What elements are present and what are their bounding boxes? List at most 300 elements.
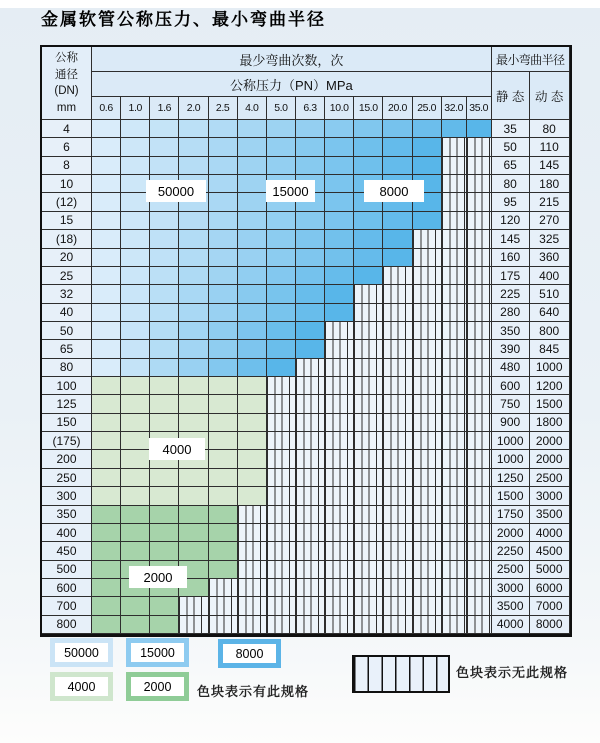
- pressure-tick-4.0: 4.0: [238, 97, 267, 120]
- legend-available-note: 色块表示有此规格: [197, 684, 310, 699]
- spec-cell: [150, 340, 179, 358]
- spec-cell: [209, 506, 238, 524]
- spec-cell: [92, 597, 121, 615]
- spec-cell: [209, 120, 238, 138]
- spec-cell: [467, 285, 492, 303]
- spec-cell: [354, 469, 383, 487]
- spec-cell: [383, 377, 412, 395]
- spec-cell: [267, 230, 296, 248]
- dynamic-radius-cell: 270: [530, 212, 570, 230]
- spec-cell: [267, 120, 296, 138]
- cycles-callout-4000: 4000: [149, 438, 205, 460]
- spec-cell: [442, 138, 467, 156]
- spec-cell: [267, 157, 296, 175]
- spec-cell: [354, 487, 383, 505]
- min-bend-radius-header: 最小弯曲半径: [492, 47, 570, 72]
- spec-cell: [467, 157, 492, 175]
- dynamic-radius-cell: 4000: [530, 524, 570, 542]
- dynamic-radius-cell: 1800: [530, 414, 570, 432]
- spec-cell: [467, 506, 492, 524]
- spec-cell: [238, 506, 267, 524]
- spec-cell: [296, 138, 325, 156]
- legend-swatch-15000: [126, 638, 189, 667]
- spec-cell: [354, 249, 383, 267]
- spec-cell: [238, 340, 267, 358]
- spec-cell: [150, 469, 179, 487]
- spec-cell: [467, 138, 492, 156]
- spec-cell: [467, 487, 492, 505]
- spec-cell: [92, 175, 121, 193]
- dn-cell: 125: [42, 395, 92, 413]
- spec-cell: [383, 304, 412, 322]
- spec-cell: [179, 138, 208, 156]
- spec-cell: [442, 120, 467, 138]
- spec-cell: [92, 561, 121, 579]
- spec-cell: [92, 193, 121, 211]
- dynamic-radius-cell: 1500: [530, 395, 570, 413]
- dynamic-radius-cell: 845: [530, 340, 570, 358]
- dynamic-radius-cell: 5000: [530, 561, 570, 579]
- dn-cell: 6: [42, 138, 92, 156]
- spec-cell: [238, 487, 267, 505]
- spec-cell: [467, 597, 492, 615]
- spec-cell: [325, 322, 354, 340]
- spec-cell: [442, 157, 467, 175]
- spec-cell: [121, 267, 150, 285]
- spec-cell: [442, 340, 467, 358]
- cycles-callout-15000: 15000: [266, 180, 315, 202]
- static-radius-cell: 160: [492, 249, 530, 267]
- spec-cell: [413, 138, 442, 156]
- spec-cell: [413, 414, 442, 432]
- spec-cell: [267, 487, 296, 505]
- spec-cell: [413, 561, 442, 579]
- spec-cell: [92, 487, 121, 505]
- spec-cell: [238, 377, 267, 395]
- spec-cell: [442, 193, 467, 211]
- pressure-tick-5.0: 5.0: [267, 97, 296, 120]
- spec-cell: [383, 616, 412, 634]
- spec-cell: [267, 432, 296, 450]
- spec-cell: [467, 524, 492, 542]
- spec-cell: [92, 157, 121, 175]
- dn-cell: 200: [42, 450, 92, 468]
- spec-cell: [383, 340, 412, 358]
- spec-cell: [209, 193, 238, 211]
- pressure-tick-35.0: 35.0: [467, 97, 492, 120]
- spec-cell: [325, 432, 354, 450]
- dn-cell: 80: [42, 359, 92, 377]
- spec-cell: [92, 469, 121, 487]
- spec-cell: [354, 432, 383, 450]
- spec-cell: [467, 414, 492, 432]
- spec-cell: [325, 561, 354, 579]
- spec-cell: [150, 487, 179, 505]
- spec-cell: [296, 432, 325, 450]
- spec-cell: [325, 579, 354, 597]
- spec-cell: [325, 120, 354, 138]
- spec-cell: [179, 230, 208, 248]
- dn-cell: (12): [42, 193, 92, 211]
- pressure-tick-0.6: 0.6: [92, 97, 121, 120]
- spec-cell: [413, 395, 442, 413]
- spec-cell: [209, 157, 238, 175]
- static-radius-cell: 280: [492, 304, 530, 322]
- spec-cell: [354, 359, 383, 377]
- spec-cell: [92, 230, 121, 248]
- spec-cell: [209, 579, 238, 597]
- static-radius-cell: 750: [492, 395, 530, 413]
- spec-cell: [413, 322, 442, 340]
- spec-cell: [413, 450, 442, 468]
- dn-cell: 40: [42, 304, 92, 322]
- pressure-tick-32.0: 32.0: [442, 97, 467, 120]
- spec-cell: [442, 359, 467, 377]
- spec-cell: [325, 414, 354, 432]
- spec-cell: [121, 597, 150, 615]
- spec-cell: [150, 212, 179, 230]
- spec-cell: [467, 230, 492, 248]
- static-radius-cell: 50: [492, 138, 530, 156]
- spec-cell: [92, 267, 121, 285]
- spec-cell: [238, 616, 267, 634]
- static-radius-cell: 3000: [492, 579, 530, 597]
- spec-cell: [467, 450, 492, 468]
- spec-cell: [92, 414, 121, 432]
- spec-cell: [442, 487, 467, 505]
- spec-cell: [413, 616, 442, 634]
- spec-cell: [325, 340, 354, 358]
- spec-cell: [121, 395, 150, 413]
- spec-cell: [296, 340, 325, 358]
- spec-cell: [121, 487, 150, 505]
- spec-cell: [238, 175, 267, 193]
- spec-cell: [121, 616, 150, 634]
- spec-cell: [442, 267, 467, 285]
- spec-cell: [238, 395, 267, 413]
- spec-cell: [121, 450, 150, 468]
- spec-cell: [383, 542, 412, 560]
- spec-cell: [238, 450, 267, 468]
- spec-cell: [179, 395, 208, 413]
- spec-cell: [121, 322, 150, 340]
- spec-cell: [413, 359, 442, 377]
- spec-cell: [92, 616, 121, 634]
- spec-cell: [150, 138, 179, 156]
- static-radius-cell: 2500: [492, 561, 530, 579]
- spec-cell: [267, 340, 296, 358]
- spec-cell: [325, 597, 354, 615]
- dynamic-radius-cell: 360: [530, 249, 570, 267]
- spec-cell: [267, 138, 296, 156]
- spec-cell: [383, 212, 412, 230]
- spec-cell: [296, 120, 325, 138]
- legend-swatch-8000: [218, 639, 281, 668]
- spec-cell: [325, 157, 354, 175]
- spec-cell: [150, 524, 179, 542]
- spec-cell: [92, 340, 121, 358]
- spec-cell: [92, 249, 121, 267]
- spec-cell: [209, 469, 238, 487]
- spec-cell: [383, 157, 412, 175]
- spec-cell: [325, 285, 354, 303]
- spec-cell: [238, 138, 267, 156]
- dynamic-radius-cell: 800: [530, 322, 570, 340]
- dn-cell: 25: [42, 267, 92, 285]
- spec-cell: [296, 524, 325, 542]
- spec-cell: [238, 249, 267, 267]
- spec-cell: [150, 395, 179, 413]
- dynamic-radius-cell: 1200: [530, 377, 570, 395]
- spec-cell: [150, 120, 179, 138]
- spec-cell: [442, 506, 467, 524]
- spec-cell: [150, 542, 179, 560]
- spec-cell: [267, 377, 296, 395]
- dynamic-radius-cell: 3000: [530, 487, 570, 505]
- dn-cell: 15: [42, 212, 92, 230]
- legend-label-15000: 15000: [131, 643, 184, 662]
- spec-cell: [92, 304, 121, 322]
- spec-cell: [267, 249, 296, 267]
- legend-hatch-swatch: [352, 655, 450, 693]
- dn-cell: (175): [42, 432, 92, 450]
- static-radius-cell: 350: [492, 322, 530, 340]
- spec-cell: [354, 230, 383, 248]
- dn-header-line: 公称: [55, 52, 78, 64]
- dn-header-line: 通径: [55, 68, 78, 81]
- dn-cell: 65: [42, 340, 92, 358]
- nominal-pressure-header: 公称压力（PN）MPa: [92, 72, 492, 97]
- spec-cell: [325, 138, 354, 156]
- spec-cell: [325, 377, 354, 395]
- spec-cell: [383, 249, 412, 267]
- dn-cell: 450: [42, 542, 92, 560]
- spec-cell: [467, 395, 492, 413]
- static-radius-cell: 175: [492, 267, 530, 285]
- spec-cell: [383, 230, 412, 248]
- spec-cell: [209, 249, 238, 267]
- spec-cell: [267, 322, 296, 340]
- spec-cell: [325, 175, 354, 193]
- static-radius-cell: 4000: [492, 616, 530, 634]
- static-radius-cell: 95: [492, 193, 530, 211]
- static-radius-cell: 3500: [492, 597, 530, 615]
- spec-cell: [238, 542, 267, 560]
- spec-cell: [383, 487, 412, 505]
- spec-cell: [296, 157, 325, 175]
- dynamic-radius-cell: 3500: [530, 506, 570, 524]
- spec-cell: [413, 432, 442, 450]
- spec-cell: [238, 157, 267, 175]
- spec-cell: [150, 322, 179, 340]
- spec-cell: [413, 506, 442, 524]
- spec-cell: [296, 285, 325, 303]
- dynamic-radius-cell: 325: [530, 230, 570, 248]
- spec-cell: [442, 304, 467, 322]
- spec-cell: [325, 506, 354, 524]
- spec-cell: [121, 138, 150, 156]
- spec-cell: [325, 450, 354, 468]
- spec-cell: [296, 542, 325, 560]
- spec-cell: [267, 414, 296, 432]
- spec-cell: [209, 616, 238, 634]
- dynamic-radius-cell: 2000: [530, 450, 570, 468]
- spec-cell: [296, 414, 325, 432]
- spec-cell: [179, 304, 208, 322]
- spec-cell: [325, 616, 354, 634]
- spec-cell: [467, 212, 492, 230]
- spec-cell: [92, 395, 121, 413]
- legend-swatch-4000: [50, 672, 113, 701]
- pressure-tick-2.0: 2.0: [179, 97, 208, 120]
- spec-cell: [354, 304, 383, 322]
- spec-cell: [354, 285, 383, 303]
- spec-cell: [238, 285, 267, 303]
- spec-cell: [209, 395, 238, 413]
- spec-cell: [209, 340, 238, 358]
- spec-cell: [121, 120, 150, 138]
- spec-cell: [354, 561, 383, 579]
- spec-cell: [92, 579, 121, 597]
- cycles-callout-2000: 2000: [129, 566, 187, 588]
- spec-cell: [121, 432, 150, 450]
- spec-cell: [209, 322, 238, 340]
- dynamic-radius-cell: 640: [530, 304, 570, 322]
- spec-cell: [92, 432, 121, 450]
- dn-cell: 100: [42, 377, 92, 395]
- spec-cell: [150, 285, 179, 303]
- spec-cell: [238, 432, 267, 450]
- spec-cell: [238, 322, 267, 340]
- spec-cell: [121, 157, 150, 175]
- spec-cell: [354, 322, 383, 340]
- dynamic-radius-cell: 6000: [530, 579, 570, 597]
- spec-cell: [238, 579, 267, 597]
- spec-cell: [92, 524, 121, 542]
- spec-cell: [150, 267, 179, 285]
- spec-cell: [442, 212, 467, 230]
- spec-cell: [296, 359, 325, 377]
- spec-cell: [383, 561, 412, 579]
- static-radius-cell: 1250: [492, 469, 530, 487]
- page-title: 金属软管公称压力、最小弯曲半径: [41, 10, 326, 30]
- spec-cell: [92, 138, 121, 156]
- spec-cell: [179, 506, 208, 524]
- spec-cell: [354, 267, 383, 285]
- spec-cell: [179, 487, 208, 505]
- spec-cell: [296, 597, 325, 615]
- static-radius-cell: 1000: [492, 450, 530, 468]
- spec-cell: [467, 249, 492, 267]
- spec-cell: [354, 450, 383, 468]
- spec-cell: [467, 193, 492, 211]
- dn-cell: 8: [42, 157, 92, 175]
- spec-cell: [467, 267, 492, 285]
- spec-cell: [442, 542, 467, 560]
- spec-cell: [413, 157, 442, 175]
- spec-cell: [413, 597, 442, 615]
- dynamic-radius-cell: 110: [530, 138, 570, 156]
- spec-cell: [121, 377, 150, 395]
- spec-cell: [179, 120, 208, 138]
- dn-header-line: (DN): [54, 85, 79, 97]
- spec-cell: [325, 304, 354, 322]
- spec-cell: [354, 138, 383, 156]
- static-radius-cell: 80: [492, 175, 530, 193]
- spec-cell: [92, 450, 121, 468]
- spec-cell: [238, 120, 267, 138]
- static-radius-cell: 390: [492, 340, 530, 358]
- dn-cell: 250: [42, 469, 92, 487]
- spec-cell: [209, 450, 238, 468]
- spec-cell: [238, 561, 267, 579]
- dn-cell: (18): [42, 230, 92, 248]
- legend-swatch-50000: [50, 638, 113, 667]
- spec-cell: [325, 212, 354, 230]
- spec-cell: [325, 359, 354, 377]
- spec-cell: [121, 469, 150, 487]
- spec-cell: [354, 616, 383, 634]
- spec-cell: [325, 249, 354, 267]
- dynamic-radius-cell: 145: [530, 157, 570, 175]
- legend-unavailable-note: 色块表示无此规格: [456, 665, 569, 680]
- spec-cell: [296, 450, 325, 468]
- spec-cell: [238, 597, 267, 615]
- spec-cell: [92, 542, 121, 560]
- spec-cell: [354, 340, 383, 358]
- spec-cell: [413, 249, 442, 267]
- spec-cell: [467, 377, 492, 395]
- spec-cell: [325, 395, 354, 413]
- spec-cell: [413, 267, 442, 285]
- spec-cell: [267, 359, 296, 377]
- dynamic-radius-cell: 400: [530, 267, 570, 285]
- static-radius-cell: 600: [492, 377, 530, 395]
- spec-cell: [267, 267, 296, 285]
- spec-cell: [383, 432, 412, 450]
- static-radius-cell: 900: [492, 414, 530, 432]
- pressure-tick-6.3: 6.3: [296, 97, 325, 120]
- spec-cell: [383, 579, 412, 597]
- spec-cell: [267, 616, 296, 634]
- spec-cell: [179, 212, 208, 230]
- pressure-tick-20.0: 20.0: [383, 97, 412, 120]
- spec-table: [40, 45, 572, 637]
- spec-cell: [296, 230, 325, 248]
- spec-cell: [442, 230, 467, 248]
- dn-cell: 4: [42, 120, 92, 138]
- spec-cell: [209, 524, 238, 542]
- spec-cell: [121, 524, 150, 542]
- spec-cell: [296, 212, 325, 230]
- spec-cell: [296, 267, 325, 285]
- spec-cell: [209, 359, 238, 377]
- spec-cell: [296, 616, 325, 634]
- spec-cell: [296, 561, 325, 579]
- spec-cell: [92, 285, 121, 303]
- spec-cell: [383, 597, 412, 615]
- spec-cell: [296, 469, 325, 487]
- page-top-margin: [0, 0, 600, 8]
- spec-cell: [442, 322, 467, 340]
- spec-cell: [296, 322, 325, 340]
- spec-cell: [467, 304, 492, 322]
- static-radius-cell: 120: [492, 212, 530, 230]
- spec-cell: [296, 304, 325, 322]
- static-radius-cell: 2000: [492, 524, 530, 542]
- spec-cell: [467, 561, 492, 579]
- spec-cell: [442, 285, 467, 303]
